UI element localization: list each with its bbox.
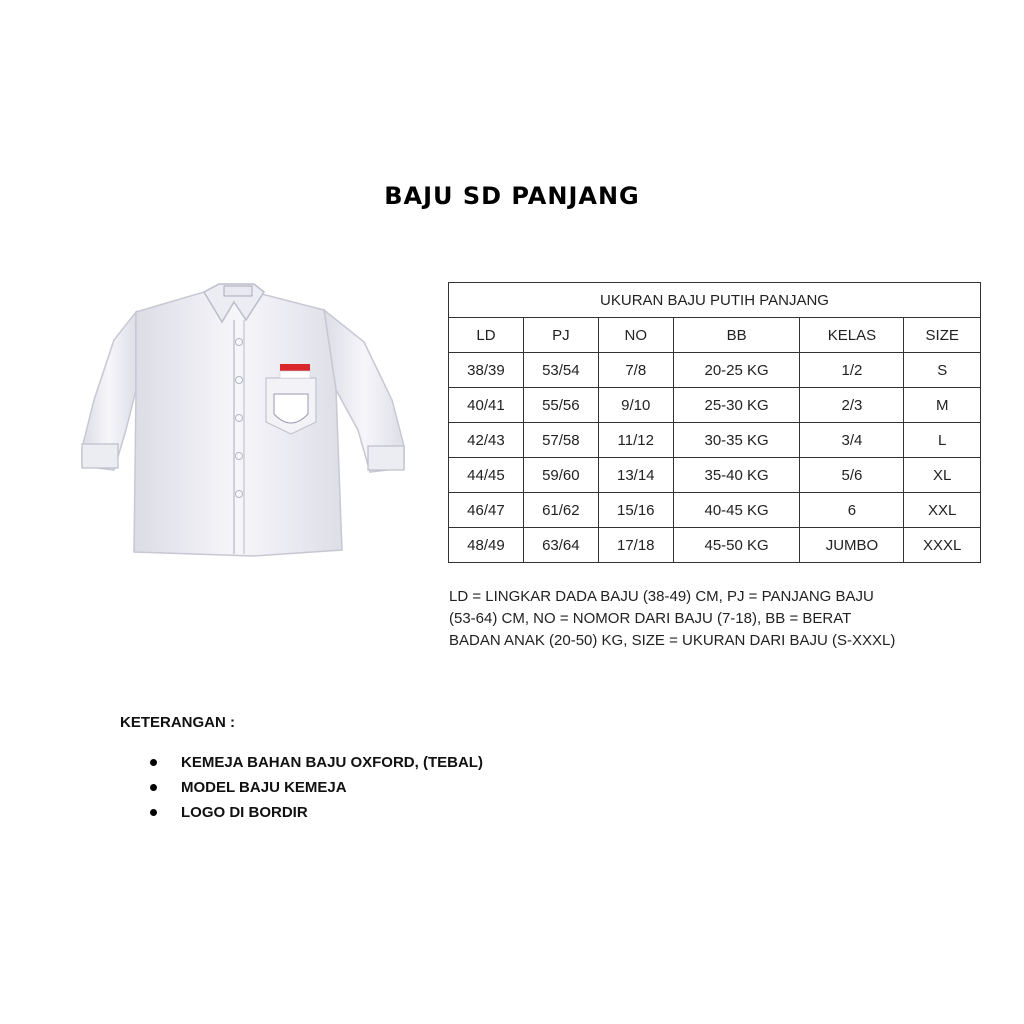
column-header: NO: [598, 318, 673, 353]
table-cell: 7/8: [598, 353, 673, 388]
keterangan-heading: KETERANGAN :: [120, 714, 235, 731]
table-cell: 48/49: [449, 528, 524, 563]
table-cell: 46/47: [449, 493, 524, 528]
table-cell: 38/39: [449, 353, 524, 388]
table-cell: 40/41: [449, 388, 524, 423]
table-cell: 42/43: [449, 423, 524, 458]
size-legend-note: LD = LINGKAR DADA BAJU (38-49) CM, PJ = PANJANG BAJU (53-64) CM, NO = NOMOR DARI BAJU (7-18), BB = BERAT BADAN ANAK (20-50) KG, SIZE = UKURAN DARI BAJU (S-XXXL): [449, 588, 896, 649]
list-item: [150, 750, 483, 775]
table-cell: 9/10: [598, 388, 673, 423]
table-cell: 63/64: [523, 528, 598, 563]
table-cell: 35-40 KG: [673, 458, 800, 493]
table-row: [449, 493, 981, 528]
table-cell: 5/6: [800, 458, 904, 493]
table-cell: 40-45 KG: [673, 493, 800, 528]
table-cell: 13/14: [598, 458, 673, 493]
column-header: BB: [673, 318, 800, 353]
table-cell: S: [904, 353, 981, 388]
table-cell: L: [904, 423, 981, 458]
table-cell: 30-35 KG: [673, 423, 800, 458]
table-cell: 59/60: [523, 458, 598, 493]
table-cell: 57/58: [523, 423, 598, 458]
table-cell: XXL: [904, 493, 981, 528]
page-title: BAJU SD PANJANG: [384, 182, 640, 210]
table-row: [449, 458, 981, 493]
bullet-icon: [150, 809, 157, 816]
shirt-image: [74, 280, 414, 565]
table-cell: XXXL: [904, 528, 981, 563]
table-row: [449, 388, 981, 423]
table-cell: 3/4: [800, 423, 904, 458]
table-cell: JUMBO: [800, 528, 904, 563]
table-cell: 2/3: [800, 388, 904, 423]
table-cell: 61/62: [523, 493, 598, 528]
table-cell: 25-30 KG: [673, 388, 800, 423]
table-cell: 55/56: [523, 388, 598, 423]
table-row: [449, 353, 981, 388]
table-cell: 6: [800, 493, 904, 528]
keterangan-list: [150, 750, 483, 825]
table-cell: 45-50 KG: [673, 528, 800, 563]
table-row: [449, 528, 981, 563]
table-cell: 1/2: [800, 353, 904, 388]
column-header: PJ: [523, 318, 598, 353]
table-cell: 15/16: [598, 493, 673, 528]
table-cell: 20-25 KG: [673, 353, 800, 388]
size-table-caption: UKURAN BAJU PUTIH PANJANG: [449, 283, 981, 318]
size-table: [448, 282, 981, 563]
bullet-icon: [150, 784, 157, 791]
table-cell: XL: [904, 458, 981, 493]
column-header: SIZE: [904, 318, 981, 353]
column-header: KELAS: [800, 318, 904, 353]
table-cell: 11/12: [598, 423, 673, 458]
bullet-icon: [150, 759, 157, 766]
list-item: [150, 775, 483, 800]
list-item-label: MODEL BAJU KEMEJA: [181, 779, 347, 796]
column-header: LD: [449, 318, 524, 353]
table-cell: 53/54: [523, 353, 598, 388]
table-header-row: [449, 318, 981, 353]
table-cell: M: [904, 388, 981, 423]
table-row: [449, 423, 981, 458]
list-item-label: KEMEJA BAHAN BAJU OXFORD, (TEBAL): [181, 754, 483, 771]
table-cell: 44/45: [449, 458, 524, 493]
list-item-label: LOGO DI BORDIR: [181, 804, 308, 821]
table-cell: 17/18: [598, 528, 673, 563]
list-item: [150, 800, 483, 825]
